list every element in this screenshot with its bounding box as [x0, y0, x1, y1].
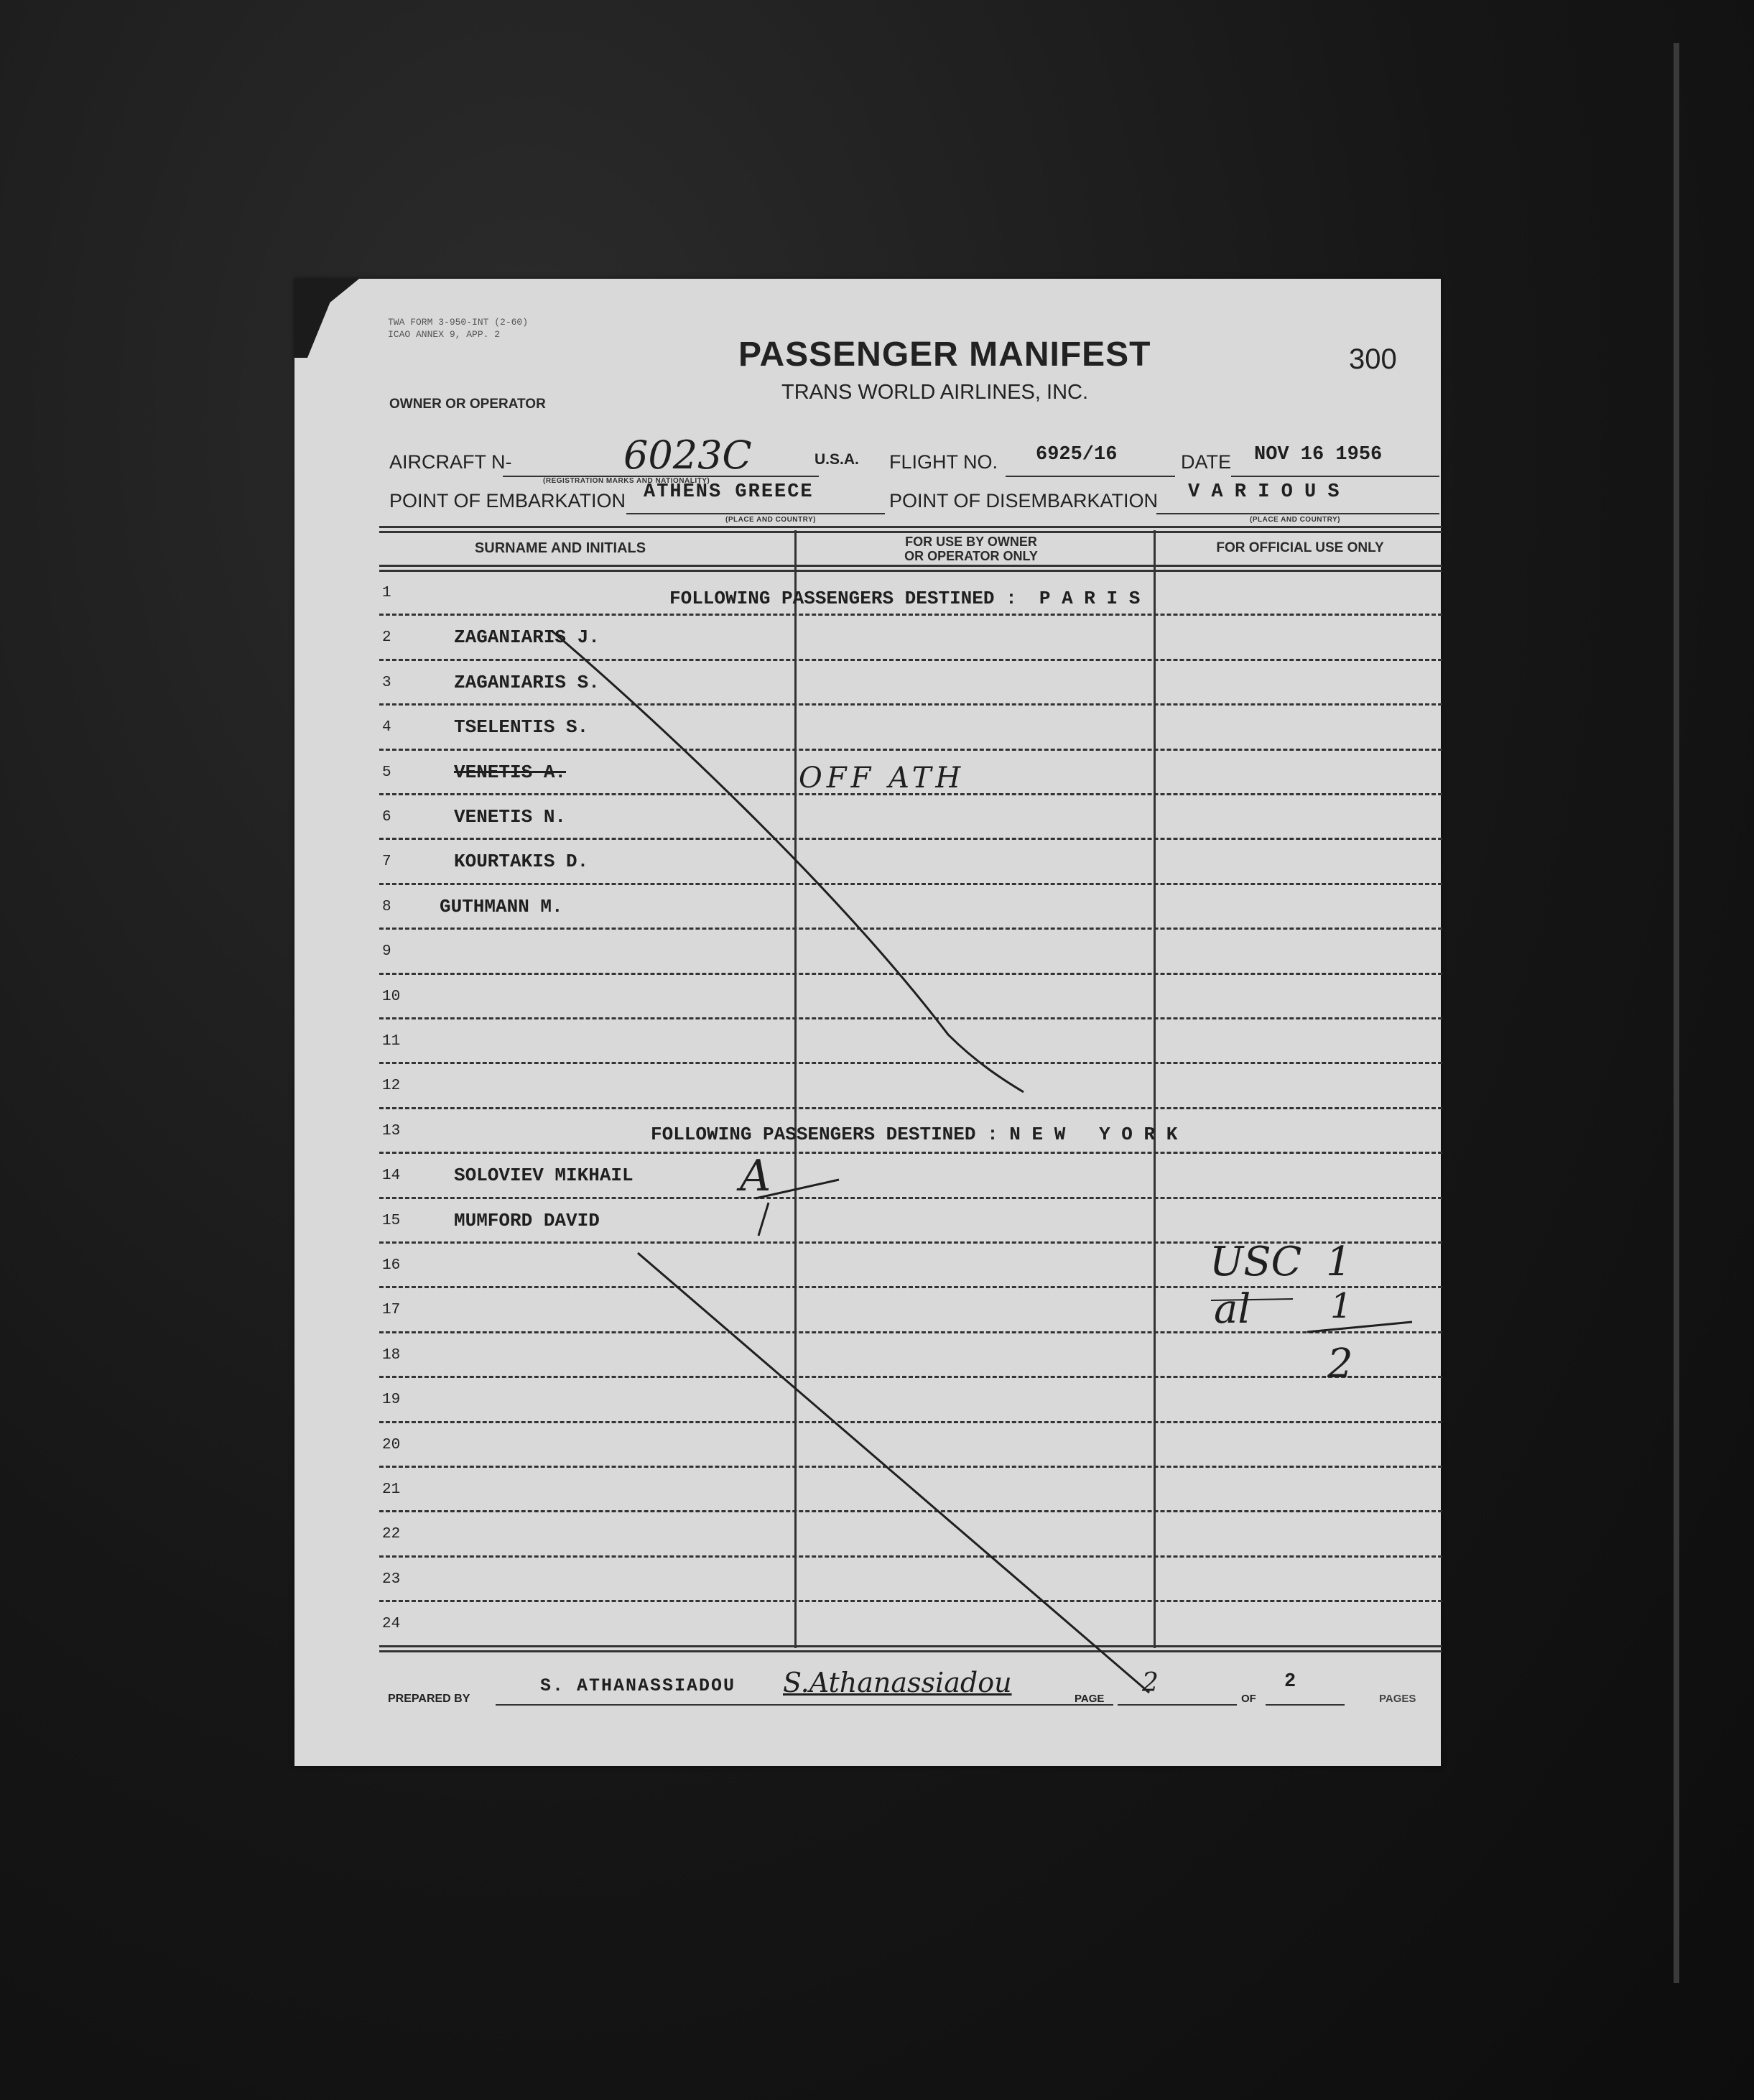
passenger-name: MUMFORD DAVID [454, 1209, 600, 1231]
passenger-name: SOLOVIEV MIKHAIL [454, 1165, 634, 1187]
row-number: 7 [382, 854, 391, 871]
col-owner-use-line2: OR OPERATOR ONLY [904, 549, 1038, 563]
row-number: 22 [382, 1526, 401, 1543]
check-mark: A [740, 1151, 771, 1201]
registration-caption: (REGISTRATION MARKS AND NATIONALITY) [543, 477, 710, 485]
flight-number: 6925/16 [1036, 444, 1118, 466]
row-number: 8 [382, 898, 391, 915]
row-number: 24 [382, 1616, 401, 1633]
aircraft-number: 6023C [623, 433, 752, 478]
destination-paris: FOLLOWING PASSENGERS DESTINED : P A R I S [669, 588, 1141, 609]
row-number: 2 [382, 629, 391, 647]
of-label: OF [1241, 1693, 1256, 1705]
row-number: 13 [382, 1122, 401, 1139]
crossout-paris [552, 631, 1024, 1092]
embarkation-caption: (PLACE AND COUNTRY) [725, 516, 816, 524]
row-number: 6 [382, 809, 391, 825]
check-stroke [756, 1180, 839, 1236]
usa-label: U.S.A. [815, 451, 859, 468]
row-number: 23 [382, 1571, 401, 1588]
passenger-name: VENETIS A. [454, 761, 567, 783]
flight-label: FLIGHT NO. [889, 451, 998, 473]
passenger-name: VENETIS N. [454, 806, 567, 828]
airline-name: TRANS WORLD AIRLINES, INC. [781, 381, 1089, 404]
passenger-name: TSELENTIS S. [454, 716, 589, 739]
passenger-name: KOURTAKIS D. [454, 851, 589, 873]
stamp-number: 300 [1349, 343, 1397, 375]
disembarkation-value: V A R I O U S [1188, 481, 1340, 503]
row-number: 15 [382, 1212, 401, 1229]
of-value: 2 [1284, 1671, 1296, 1693]
row-number: 4 [382, 719, 391, 736]
row-number: 12 [382, 1078, 401, 1095]
row-number: 18 [382, 1346, 401, 1364]
row-number: 5 [382, 764, 391, 781]
col-surname: SURNAME AND INITIALS [474, 540, 646, 556]
passenger-name: GUTHMANN M. [440, 895, 563, 917]
pages-label: PAGES [1379, 1693, 1416, 1705]
disembarkation-caption: (PLACE AND COUNTRY) [1250, 516, 1340, 524]
passenger-name: ZAGANIARIS S. [454, 671, 600, 693]
usc-underline [1211, 1299, 1293, 1300]
crossout-new-york [638, 1253, 1149, 1693]
col-owner-use-line1: FOR USE BY OWNER [905, 535, 1037, 549]
prepared-by-value: S. ATHANASSIADOU [540, 1675, 736, 1696]
flight-date: NOV 16 1956 [1254, 444, 1383, 466]
aircraft-label: AIRCRAFT N- [389, 451, 512, 473]
page-title: PASSENGER MANIFEST [738, 336, 1151, 374]
annotation-total: 2 [1327, 1341, 1353, 1387]
embarkation-value: ATHENS GREECE [644, 481, 814, 503]
col-official: FOR OFFICIAL USE ONLY [1216, 540, 1384, 555]
page-label: PAGE [1075, 1693, 1105, 1705]
annotation-al: al [1214, 1286, 1251, 1333]
row-number: 16 [382, 1257, 401, 1274]
row-number: 14 [382, 1167, 401, 1185]
row-number: 10 [382, 988, 401, 1005]
annotation-usc: USC [1210, 1239, 1302, 1285]
passenger-name: ZAGANIARIS J. [454, 626, 600, 649]
row-number: 21 [382, 1481, 401, 1498]
annotation-usc-count: 1 [1326, 1239, 1352, 1285]
date-label: DATE [1181, 451, 1232, 473]
note-off-ath: OFF ATH [799, 762, 965, 795]
embarkation-label: POINT OF EMBARKATION [389, 490, 626, 512]
form-code-line2: ICAO ANNEX 9, APP. 2 [388, 329, 501, 340]
row-number: 9 [382, 943, 391, 961]
row-number: 19 [382, 1392, 401, 1409]
row-number: 1 [382, 585, 391, 601]
page-value: 2 [1142, 1668, 1159, 1698]
destination-new-york: FOLLOWING PASSENGERS DESTINED : N E W Y O R K [651, 1124, 1178, 1145]
row-number: 11 [382, 1033, 401, 1050]
disembarkation-label: POINT OF DISEMBARKATION [889, 490, 1159, 512]
row-number: 20 [382, 1436, 401, 1453]
form-code-line1: TWA FORM 3-950-INT (2-60) [388, 317, 529, 328]
row-number: 3 [382, 674, 391, 691]
annotation-al-count: 1 [1330, 1286, 1352, 1326]
fraction-line [1307, 1322, 1412, 1332]
signature: S.Athanassiadou [783, 1667, 1012, 1698]
owner-label: OWNER OR OPERATOR [389, 397, 546, 412]
prepared-by-label: PREPARED BY [388, 1693, 470, 1705]
row-number: 17 [382, 1302, 401, 1319]
